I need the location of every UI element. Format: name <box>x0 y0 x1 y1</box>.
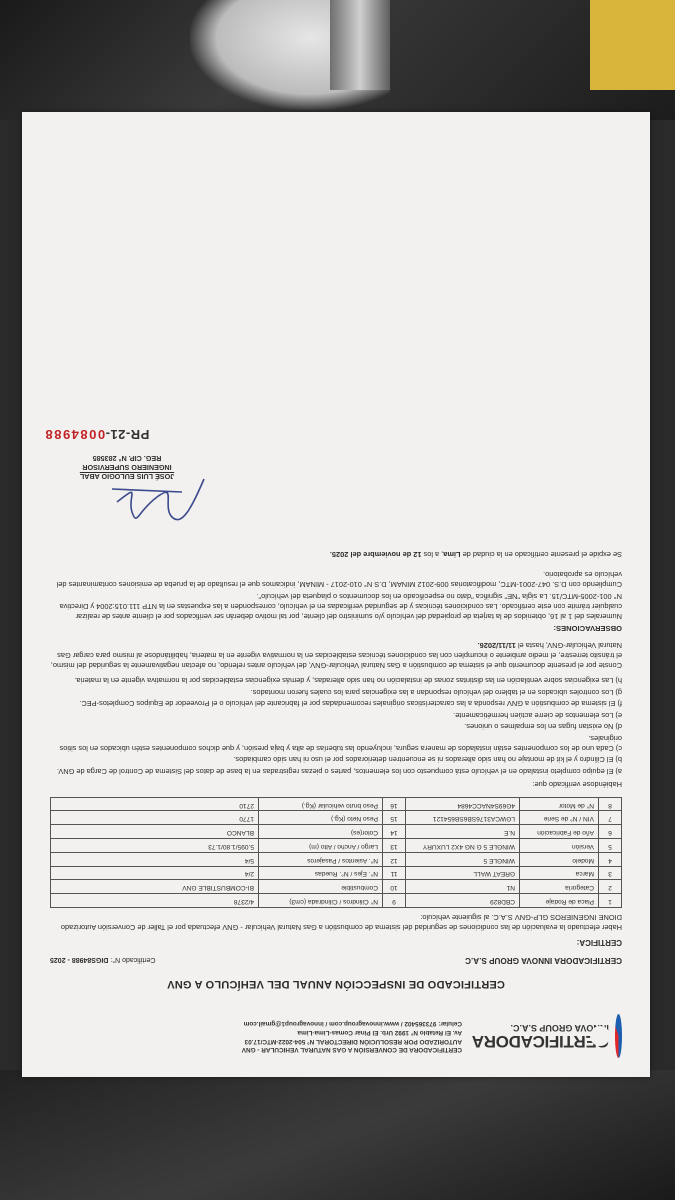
letterhead-line-2: AUTORIZADO POR RESOLUCIÓN DIRECTORAL N° 504-2022-MTC/17.03 <box>244 1037 462 1045</box>
row-label: Versión <box>520 839 599 853</box>
logo-title: CERTIFICADORA <box>472 1031 609 1051</box>
row-label-2: N°. Ejes / N°. Ruedas <box>259 866 383 880</box>
row-value-2: 5.095/1.80/1.73 <box>51 839 259 853</box>
intro-paragraph: Haber efectuado la evaluación de las condiciones de seguridad del sistema de combustión a Gas Natural Vehicular - GNV efectuada por el Taller de Conversión Autorizado DIONE INGENIEROS GLP-GNV S.A.C. al siguiente vehículo: <box>60 912 622 932</box>
vehicle-row <box>51 852 622 866</box>
signer-registration: REG. CIP. N° 283585 <box>92 454 162 464</box>
logo-subtitle: INNOVA GROUP S.A.C. <box>510 1022 609 1033</box>
observation-item: Cumpliendo con D.S. 047-2001-MTC, modificatorias 009-2012 MINAM, D.S N° 010-2017 - MINAM, indicamos que el resultado de la prueba de emisiones contaminantes del vehículo es aprobatorio. <box>56 570 622 590</box>
row-value: WINGLE 5 G NG 4X2 LUXURY <box>406 839 520 853</box>
row-value-2: 5/4 <box>51 852 259 866</box>
vehicle-row <box>51 894 622 908</box>
check-item: e) Los elementos de cierre actúen herméticamente. <box>453 710 622 720</box>
row-number: 8 <box>599 797 622 811</box>
checks-list <box>50 675 622 775</box>
row-label: Año de Fabricación <box>520 825 599 839</box>
row-value-2: BI-COMBUSTIBLE GNV <box>51 880 259 894</box>
letterhead-line-1: CERTIFICADORA DE CONVERSIÓN A GAS NATURAL VEHICULAR - GNV <box>241 1046 462 1054</box>
check-item: f) El sistema de combustión a GNV responda a las características originales recomendadas por el fabricante del vehículo o el Proveedor de Equipos Completos-PEC. <box>79 699 622 709</box>
vehicle-row <box>51 880 622 894</box>
row-number: 5 <box>599 839 622 853</box>
row-value-2: 4/2378 <box>51 894 259 908</box>
row-number: 6 <box>599 825 622 839</box>
valid-until: 11/11/2026. <box>477 641 516 651</box>
row-label: Categoría <box>520 880 599 894</box>
row-number-2: 13 <box>383 839 406 853</box>
signature-block <box>44 426 622 541</box>
row-label-2: Largo / Ancho / Alto (m) <box>259 839 383 853</box>
observations-heading: OBSERVACIONES: <box>553 624 622 634</box>
certifica-heading: CERTIFICA: <box>576 937 622 947</box>
row-value: GREAT WALL <box>406 866 520 880</box>
check-item: g) Los controles ubicados en el tablero del vehículo respondan a las exigencias para los cuales fueron montados. <box>250 687 622 697</box>
row-number-2: 10 <box>383 880 406 894</box>
signer-name: JOSÉ LUIS EULOGIO ABAL <box>79 472 175 482</box>
row-value-2: 1770 <box>51 811 259 825</box>
row-number-2: 9 <box>383 894 406 908</box>
row-value-2: 2/4 <box>51 866 259 880</box>
logo-mark-icon <box>615 1014 622 1058</box>
vehicle-row <box>51 797 622 811</box>
background-pole <box>330 0 390 90</box>
observation-item: Numerales del 1 al 16, obtenidos de la tarjeta de propiedad del vehículo y/o suministro del cliente, por tal motivo deberán ser verificados por el cliente antes de realizar cualquier trámite con este certificado. Las condiciones técnicas y de seguridad verificadas en el vehículo, corresponden a las expuestas en la NTP 111.015:2004 y Directiva N° 001-2005-MTC/15. La sigla "NE" significa "dato no especificado en los documentos o plaqueta del vehículo". <box>59 592 622 622</box>
row-label: VIN / N° de Serie <box>520 811 599 825</box>
observations <box>50 569 622 621</box>
company-logo <box>472 1014 622 1058</box>
row-number-2: 12 <box>383 852 406 866</box>
row-label-2: N°. Asientos / Pasajeros <box>259 852 383 866</box>
company-row <box>50 955 622 966</box>
row-label: N° de Motor <box>520 797 599 811</box>
row-value: N1 <box>406 880 520 894</box>
certificate-number: Certificado N°: DIGS84988 - 2025 <box>50 956 156 964</box>
row-number-2: 11 <box>383 866 406 880</box>
row-value-2: 2710 <box>51 797 259 811</box>
check-item: b) El Cilindro y el kit de montaje no han sido alterados ni se encuentren deteriorados por el uso ni han sido cambiados. <box>233 755 622 765</box>
row-value: WINGLE 5 <box>406 852 520 866</box>
row-label: Marca <box>520 866 599 880</box>
row-label: Placa de Rodaje <box>520 894 599 908</box>
vehicle-row <box>51 839 622 853</box>
vehicle-row <box>51 811 622 825</box>
signer-role: INGENIERO SUPERVISOR <box>82 463 172 473</box>
expedition-line: Se expide el presente certificado en la ciudad de Lima, a los 12 de noviembre del 2025. <box>329 550 622 560</box>
company-name: CERTIFICADORA INNOVA GROUP S.A.C <box>465 956 622 966</box>
row-value: CBD829 <box>406 894 520 908</box>
row-label-2: Peso bruto vehicular (Kg.) <box>259 797 383 811</box>
serial-number: PR-21-0084988 <box>44 426 150 442</box>
row-label-2: Peso Neto (Kg.) <box>259 811 383 825</box>
vehicle-table <box>50 797 622 908</box>
row-number: 4 <box>599 852 622 866</box>
letterhead-info <box>242 1019 462 1054</box>
row-value: 4G69S4NACC4684 <box>406 797 520 811</box>
row-number: 2 <box>599 880 622 894</box>
check-item: d) No existan fugas en los empalmes o uniones. <box>464 722 622 732</box>
vehicle-row <box>51 825 622 839</box>
verified-label: Habiéndose verificado que: <box>532 779 622 789</box>
check-item: c) Cada uno de los componentes están instalados de manera segura, incluyendo las tuberías de alta y baja presión, y que dichos componentes estén ubicados en los sitios originales. <box>59 733 622 753</box>
row-number: 7 <box>599 811 622 825</box>
letterhead-line-4: Celular: 973365402 / www.innovagroup.com / innovagroup1@gmail.com <box>243 1020 462 1028</box>
conste-paragraph: Conste por el presente documento que el sistema de combustión a Gas Natural Vehicular-GNV, del vehículo antes referido, no afectan negativamente la seguridad del mismo, el tránsito terrestre, el medio ambiente o incumplen con las condiciones técnicas establecidas en la normativa vigente en la materia, habilitándose al mismo para cargar Gas Natural Vehicular-GNV, hasta el 11/11/2026. <box>50 641 622 671</box>
row-number-2: 15 <box>383 811 406 825</box>
row-label: Modelo <box>520 852 599 866</box>
signature-caption <box>62 454 192 481</box>
background-bottom <box>0 1070 675 1200</box>
row-value: LGWCA3176SB6SB654121 <box>406 811 520 825</box>
document-title: CERTIFICADO DE INSPECCIÓN ANUAL DEL VEHÍCULO A GNV <box>167 978 505 990</box>
row-label-2: Color(es) <box>259 825 383 839</box>
check-item: a) El equipo completo instalado en el vehículo está compuesto con los elementos, partes o piezas registradas en la base de datos del Sistema de Control de Carga de GNV. <box>56 766 622 776</box>
row-label-2: Combustible <box>259 880 383 894</box>
row-number-2: 16 <box>383 797 406 811</box>
certificate-content <box>22 112 650 1077</box>
vehicle-row <box>51 866 622 880</box>
row-value: N.E <box>406 825 520 839</box>
row-value-2: BLANCO <box>51 825 259 839</box>
row-label-2: N° Cilindros / Cilindrada (cm3) <box>259 894 383 908</box>
row-number: 1 <box>599 894 622 908</box>
check-item: h) Las exigencias sobre ventilación en las distintas zonas de instalación no han sido alteradas, y demás exigencias establecidas por la normativa vigente en la materia. <box>74 676 622 686</box>
certificate-paper <box>22 112 650 1077</box>
row-number: 3 <box>599 866 622 880</box>
background-yellow-cloth <box>590 0 675 90</box>
letterhead-line-3: Av. El Retablo N° 1992 Urb. El Pinar Comas-Lima-Lima <box>297 1029 462 1036</box>
letterhead <box>50 1007 622 1065</box>
row-number-2: 14 <box>383 825 406 839</box>
